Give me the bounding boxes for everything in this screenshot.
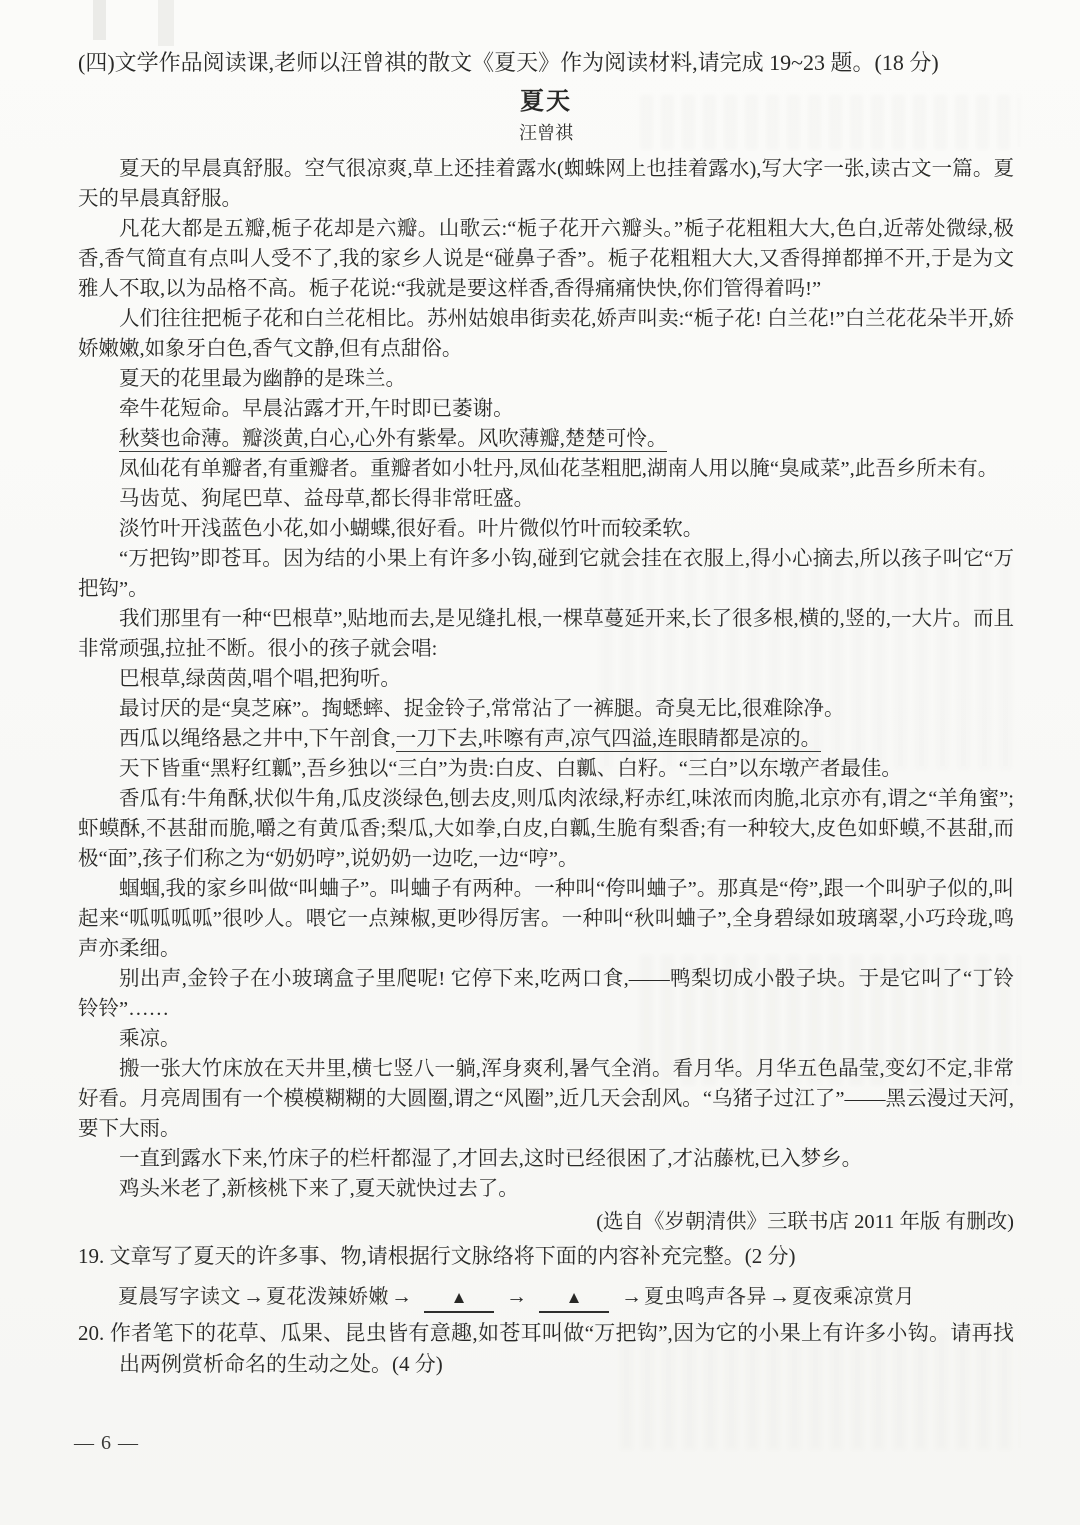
source-attribution: (选自《岁朝清供》三联书店 2011 年版 有删改) (596, 1211, 1014, 1233)
essay-paragraph (78, 724, 1014, 754)
arrow-right-icon: → (621, 1284, 642, 1308)
paragraph-text: 夏天的花里最为幽静的是珠兰。 (119, 368, 406, 390)
paragraph-text: 天下皆重“黑籽红瓤”,吾乡独以“三白”为贵:白皮、白瓤、白籽。“三白”以东墩产者最佳。 (119, 758, 902, 780)
essay-author: 汪曾祺 (519, 123, 573, 143)
flow-step-label: 夏夜乘凉赏月 (792, 1286, 915, 1308)
q19-flow-diagram (118, 1279, 1014, 1314)
essay-paragraph (78, 304, 1014, 364)
question-20 (78, 1318, 1014, 1380)
question-19-text: 文章写了夏天的许多事、物,请根据行文脉络将下面的内容补充完整。(2 分) (109, 1244, 796, 1268)
scan-artifact (93, 0, 106, 40)
essay-paragraph (78, 454, 1014, 484)
question-19 (78, 1241, 1014, 1272)
essay-paragraph (78, 604, 1014, 664)
arrow-right-icon: → (391, 1284, 412, 1308)
question-20-number: 20. (78, 1321, 105, 1345)
essay-paragraph (78, 154, 1014, 214)
arrow-right-icon: → (243, 1284, 264, 1308)
answer-blank-triangle-icon: ▲ (424, 1286, 494, 1313)
arrow-right-icon: → (506, 1284, 527, 1308)
essay-paragraph (78, 514, 1014, 544)
essay-paragraph (78, 424, 1014, 454)
paragraph-text: 蝈蝈,我的家乡叫做“叫蛐子”。叫蛐子有两种。一种叫“侉叫蛐子”。那真是“侉”,跟一个叫驴子似的,叫起来“呱呱呱呱”很吵人。喂它一点辣椒,更吵得厉害。一种叫“秋叫蛐子”,全身碧绿如玻璃翠,小巧玲珑,鸣声亦柔细。 (78, 878, 1014, 960)
essay-paragraph (78, 694, 1014, 724)
flow-step-label: 夏花泼辣娇嫩 (266, 1286, 389, 1308)
essay-paragraph (78, 784, 1014, 874)
essay-paragraph (78, 1054, 1014, 1144)
question-20-text: 作者笔下的花草、瓜果、昆虫皆有意趣,如苍耳叫做“万把钩”,因为它的小果上有许多小钩。请再找出两例赏析命名的生动之处。(4 分) (109, 1321, 1014, 1376)
question-19-number: 19. (78, 1244, 105, 1268)
paragraph-text: 巴根草,绿茵茵,唱个唱,把狗听。 (119, 668, 401, 690)
essay-paragraph (78, 1024, 1014, 1054)
paragraph-text: 最讨厌的是“臭芝麻”。掏蟋蟀、捉金铃子,常常沾了一裤腿。奇臭无比,很难除净。 (119, 698, 845, 720)
answer-blank-triangle-icon: ▲ (539, 1286, 609, 1313)
essay-paragraph (78, 544, 1014, 604)
paragraph-text: 牵牛花短命。早晨沾露才开,午时即已萎谢。 (119, 398, 514, 420)
essay-paragraph (78, 394, 1014, 424)
arrow-right-icon: → (769, 1284, 790, 1308)
paragraph-text: “万把钩”即苍耳。因为结的小果上有许多小钩,碰到它就会挂在衣服上,得小心摘去,所以孩子叫它“万把钩”。 (78, 548, 1014, 600)
paragraph-text: 搬一张大竹床放在天井里,横七竖八一躺,浑身爽利,暑气全消。看月华。月华五色晶莹,变幻不定,非常好看。月亮周围有一个模模糊糊的大圆圈,谓之“风圈”,近几天会刮风。“乌猪子过江了”——黑云漫过天河,要下大雨。 (78, 1058, 1014, 1140)
essay-paragraph (78, 484, 1014, 514)
paragraph-text: 我们那里有一种“巴根草”,贴地而去,是见缝扎根,一棵草蔓延开来,长了很多根,横的,竖的,一大片。而且非常顽强,拉扯不断。很小的孩子就会唱: (78, 608, 1014, 660)
essay-paragraph (78, 964, 1014, 1024)
underlined-sentence: 秋葵也命薄。瓣淡黄,白心,心外有紫晕。风吹薄瓣,楚楚可怜。 (119, 428, 668, 450)
page-number: — 6 — (74, 1432, 139, 1454)
page-content (78, 46, 1014, 1380)
paragraph-text: 西瓜以绳络悬之井中,下午剖食, (119, 728, 396, 750)
essay-title: 夏天 (520, 89, 572, 115)
paragraph-text: 凤仙花有单瓣者,有重瓣者。重瓣者如小牡丹,凤仙花茎粗肥,湖南人用以腌“臭咸菜”,此吾乡所未有。 (119, 458, 999, 480)
essay-paragraph (78, 754, 1014, 784)
paragraph-text: 人们往往把栀子花和白兰花相比。苏州姑娘串街卖花,娇声叫卖:“栀子花! 白兰花!”白兰花花朵半开,娇娇嫩嫩,如象牙白色,香气文静,但有点甜俗。 (78, 308, 1014, 360)
paragraph-text: 鸡头米老了,新核桃下来了,夏天就快过去了。 (119, 1178, 519, 1200)
flow-step-label: 夏晨写字读文 (118, 1286, 241, 1308)
paragraph-text: 乘凉。 (119, 1028, 181, 1050)
essay-paragraph (78, 1144, 1014, 1174)
paragraph-text: 淡竹叶开浅蓝色小花,如小蝴蝶,很好看。叶片微似竹叶而较柔软。 (119, 518, 704, 540)
essay-paragraph (78, 1174, 1014, 1204)
essay-paragraph (78, 364, 1014, 394)
scan-artifact (158, 0, 174, 46)
paragraph-text: 香瓜有:牛角酥,状似牛角,瓜皮淡绿色,刨去皮,则瓜肉浓绿,籽赤红,味浓而肉脆,北京亦有,谓之“羊角蜜”;虾蟆酥,不甚甜而脆,嚼之有黄瓜香;梨瓜,大如拳,白皮,白瓤,生脆有梨香;有一种较大,皮色如虾蟆,不甚甜,而极“面”,孩子们称之为“奶奶哼”,说奶奶一边吃,一边“哼”。 (78, 788, 1014, 870)
section-header: (四)文学作品阅读课,老师以汪曾祺的散文《夏天》作为阅读材料,请完成 19~23 题。(18 分) (78, 50, 939, 75)
paragraph-text: 夏天的早晨真舒服。空气很凉爽,草上还挂着露水(蜘蛛网上也挂着露水),写大字一张,读古文一篇。夏天的早晨真舒服。 (78, 158, 1014, 210)
paragraph-text: 别出声,金铃子在小玻璃盒子里爬呢! 它停下来,吃两口食,——鸭梨切成小骰子块。于是它叫了“丁铃铃铃”…… (78, 968, 1014, 1020)
paragraph-text: 凡花大都是五瓣,栀子花却是六瓣。山歌云:“栀子花开六瓣头。”栀子花粗粗大大,色白,近蒂处微绿,极香,香气简直有点叫人受不了,我的家乡人说是“碰鼻子香”。栀子花粗粗大大,又香得掸都掸不开,于是为文雅人不取,以为品格不高。栀子花说:“我就是要这样香,香得痛痛快快,你们管得着吗!” (78, 218, 1014, 300)
essay-paragraph (78, 214, 1014, 304)
paragraph-text: 马齿苋、狗尾巴草、益母草,都长得非常旺盛。 (119, 488, 535, 510)
underlined-sentence: 一刀下去,咔嚓有声,凉气四溢,连眼睛都是凉的。 (395, 728, 822, 750)
essay-paragraph (78, 874, 1014, 964)
essay-paragraph (78, 664, 1014, 694)
flow-step-label: 夏虫鸣声各异 (644, 1286, 767, 1308)
essay-body (78, 154, 1014, 1204)
paragraph-text: 一直到露水下来,竹床子的栏杆都湿了,才回去,这时已经很困了,才沾藤枕,已入梦乡。 (119, 1148, 863, 1170)
